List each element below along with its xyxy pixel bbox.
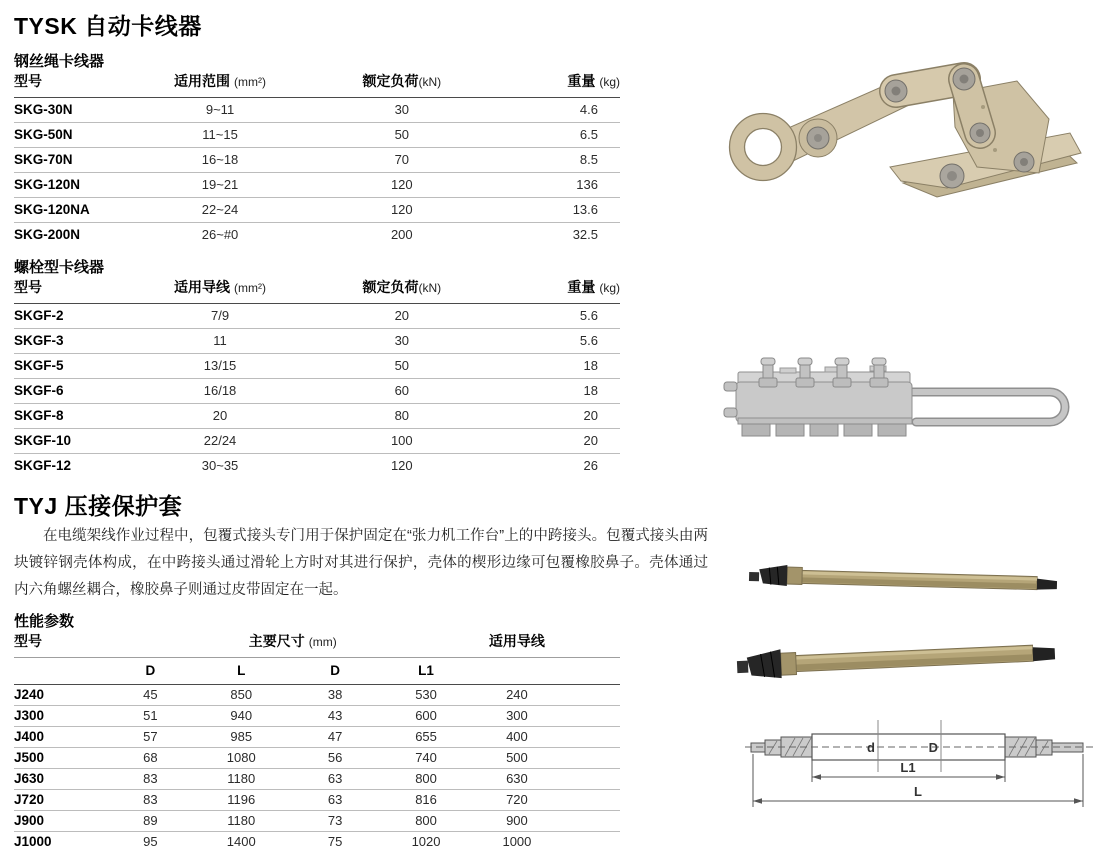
value-cell: 60	[305, 379, 499, 404]
value-cell: 83	[111, 790, 190, 811]
value-cell: 45	[111, 685, 190, 706]
col-header-load: 额定负荷(kN)	[305, 277, 499, 304]
value-cell: 600	[378, 706, 475, 727]
value-cell	[559, 748, 620, 769]
value-cell: 120	[305, 173, 499, 198]
col-header-model: 型号	[14, 631, 111, 658]
value-cell: 800	[378, 811, 475, 832]
value-cell	[559, 685, 620, 706]
value-cell: 57	[111, 727, 190, 748]
value-cell: 95	[143, 834, 158, 849]
value-cell: 400	[475, 727, 560, 748]
model-cell: SKG-120NA	[14, 198, 135, 223]
subcol-L1: L1	[378, 658, 475, 685]
col-header-model: 型号	[14, 277, 135, 304]
subsection-title-performance: 性能参数	[14, 613, 75, 630]
label-d: d	[867, 740, 875, 755]
model-cell: SKGF-12	[14, 458, 72, 473]
value-cell: 1400	[226, 834, 256, 849]
value-cell: 30	[305, 98, 499, 123]
sleeve-long	[736, 637, 1055, 680]
subcol-D2: D	[293, 658, 378, 685]
table-row	[14, 329, 620, 354]
dimension-L	[753, 754, 1083, 807]
value-cell: 51	[111, 706, 190, 727]
value-cell: 80	[305, 404, 499, 429]
col-header-spacer	[559, 631, 620, 658]
value-cell: 75	[327, 834, 343, 849]
section-title-tyj: TYJ 压接保护套	[14, 493, 183, 519]
value-cell	[559, 727, 620, 748]
value-cell: 740	[378, 748, 475, 769]
value-cell: 1196	[190, 790, 293, 811]
value-cell: 720	[475, 790, 560, 811]
col-header-weight: 重量 (kg)	[499, 71, 620, 98]
sleeve-dimension-drawing	[745, 710, 1095, 840]
value-cell: 47	[293, 727, 378, 748]
value-cell: 200	[390, 227, 413, 242]
value-cell: 4.6	[499, 98, 620, 123]
model-cell: J630	[14, 769, 111, 790]
model-cell: J400	[14, 727, 111, 748]
value-cell: 1020	[411, 834, 441, 849]
value-cell: 5.6	[499, 304, 620, 329]
model-cell: SKG-200N	[14, 227, 81, 242]
table-row	[14, 198, 620, 223]
model-cell: J1000	[14, 834, 52, 849]
value-cell: 530	[378, 685, 475, 706]
table-row	[14, 148, 620, 173]
table-row	[14, 748, 620, 769]
table-row	[14, 354, 620, 379]
value-cell: 500	[475, 748, 560, 769]
table-row	[14, 832, 620, 853]
label-L: L	[914, 784, 922, 799]
value-cell: 8.5	[499, 148, 620, 173]
value-cell	[559, 790, 620, 811]
sleeve-product-image	[735, 555, 1065, 705]
auto-grip-product-image	[715, 35, 1090, 240]
subcol-empty	[559, 658, 620, 685]
value-cell: 850	[190, 685, 293, 706]
table-row	[14, 98, 620, 123]
table-row	[14, 454, 620, 479]
value-cell: 900	[475, 811, 560, 832]
value-cell: 16/18	[135, 379, 305, 404]
table-row	[14, 404, 620, 429]
table-row	[14, 429, 620, 454]
value-cell: 18	[499, 354, 620, 379]
model-cell: SKG-30N	[14, 98, 135, 123]
sleeve-short	[749, 564, 1057, 593]
model-cell: SKGF-10	[14, 429, 135, 454]
model-cell: J240	[14, 685, 111, 706]
u-bail	[912, 392, 1065, 422]
value-cell: 20	[135, 404, 305, 429]
table-row	[14, 304, 620, 329]
value-cell: 20	[305, 304, 499, 329]
value-cell: 630	[475, 769, 560, 790]
value-cell: 13.6	[499, 198, 620, 223]
table-row	[14, 727, 620, 748]
value-cell: 120	[390, 458, 413, 473]
value-cell: 11	[135, 329, 305, 354]
value-cell	[559, 811, 620, 832]
table-row	[14, 769, 620, 790]
value-cell: 240	[475, 685, 560, 706]
value-cell: 13/15	[135, 354, 305, 379]
value-cell: 816	[378, 790, 475, 811]
subcol-empty	[475, 658, 560, 685]
table-header-row	[14, 71, 620, 98]
value-cell: 19~21	[135, 173, 305, 198]
table-row	[14, 790, 620, 811]
bolt-grip-product-image	[720, 352, 1100, 462]
table-row	[14, 173, 620, 198]
model-cell: SKGF-6	[14, 379, 135, 404]
value-cell: 1180	[190, 811, 293, 832]
table-row	[14, 811, 620, 832]
subcol-D1: D	[111, 658, 190, 685]
value-cell: 655	[378, 727, 475, 748]
value-cell: 1180	[190, 769, 293, 790]
model-cell: J900	[14, 811, 111, 832]
col-header-applicable-wire: 适用导线	[475, 631, 560, 658]
value-cell	[559, 706, 620, 727]
col-header-range: 适用范围 (mm²)	[135, 71, 305, 98]
subsection-title-wire-rope: 钢丝绳卡线器	[14, 53, 105, 70]
col-header-model: 型号	[14, 71, 135, 98]
value-cell: 26~#0	[201, 227, 239, 242]
bolt-grip-table	[14, 277, 620, 478]
subcol-empty	[14, 658, 111, 685]
value-cell: 50	[305, 354, 499, 379]
value-cell: 985	[190, 727, 293, 748]
value-cell: 800	[378, 769, 475, 790]
value-cell: 30	[305, 329, 499, 354]
value-cell	[559, 832, 620, 853]
model-cell: SKG-70N	[14, 148, 135, 173]
value-cell: 120	[305, 198, 499, 223]
value-cell: 18	[499, 379, 620, 404]
model-cell: SKG-120N	[14, 173, 135, 198]
table-row	[14, 706, 620, 727]
model-cell: SKG-50N	[14, 123, 135, 148]
pivot-boss	[799, 119, 837, 157]
table-row	[14, 223, 620, 248]
value-cell: 26	[583, 458, 598, 473]
section-title-tysk: TYSK 自动卡线器	[14, 13, 202, 39]
value-cell: 70	[305, 148, 499, 173]
model-cell: SKGF-5	[14, 354, 135, 379]
value-cell: 16~18	[135, 148, 305, 173]
value-cell: 11~15	[135, 123, 305, 148]
value-cell: 50	[305, 123, 499, 148]
model-cell: J300	[14, 706, 111, 727]
value-cell	[559, 769, 620, 790]
value-cell: 7/9	[135, 304, 305, 329]
value-cell: 22~24	[135, 198, 305, 223]
value-cell: 20	[499, 429, 620, 454]
value-cell: 73	[293, 811, 378, 832]
value-cell: 38	[293, 685, 378, 706]
table-row	[14, 123, 620, 148]
col-header-range: 适用导线 (mm²)	[135, 277, 305, 304]
performance-table	[14, 631, 620, 852]
eye-hook	[730, 114, 797, 181]
model-cell: SKGF-3	[14, 329, 135, 354]
table-header-row	[14, 631, 620, 658]
value-cell: 940	[190, 706, 293, 727]
value-cell: 300	[475, 706, 560, 727]
table-row	[14, 685, 620, 706]
subsection-title-bolt-grip: 螺栓型卡线器	[14, 259, 105, 276]
value-cell: 30~35	[201, 458, 239, 473]
value-cell: 1080	[190, 748, 293, 769]
model-cell: J500	[14, 748, 111, 769]
value-cell: 83	[111, 769, 190, 790]
value-cell: 63	[293, 790, 378, 811]
value-cell: 20	[499, 404, 620, 429]
tyj-description: 在电缆架线作业过程中，包覆式接头专门用于保护固定在“张力机工作台”上的中跨接头。包覆式接头由两块镀锌钢壳体构成，在中跨接头通过滑轮上方时对其进行保护，壳体的楔形边缘可包覆橡胶鼻子。壳体通过内六角螺丝耦合，橡胶鼻子则通过皮带固定在一起。	[14, 528, 708, 598]
col-header-load: 额定负荷(kN)	[305, 71, 499, 98]
value-cell: 136	[499, 173, 620, 198]
value-cell: 68	[111, 748, 190, 769]
col-header-main-dimensions: 主要尺寸 (mm)	[111, 631, 475, 658]
value-cell: 22/24	[135, 429, 305, 454]
value-cell: 6.5	[499, 123, 620, 148]
value-cell: 9~11	[135, 98, 305, 123]
value-cell: 63	[293, 769, 378, 790]
value-cell: 5.6	[499, 329, 620, 354]
model-cell: J720	[14, 790, 111, 811]
value-cell: 1000	[502, 834, 532, 849]
model-cell: SKGF-8	[14, 404, 135, 429]
value-cell: 32.5	[572, 227, 598, 242]
table-subheader-row	[14, 658, 620, 685]
wire-rope-grip-table	[14, 71, 620, 247]
value-cell: 100	[305, 429, 499, 454]
subcol-L: L	[190, 658, 293, 685]
label-D: D	[928, 740, 938, 755]
col-header-weight: 重量 (kg)	[499, 277, 620, 304]
value-cell: 43	[293, 706, 378, 727]
model-cell: SKGF-2	[14, 304, 135, 329]
table-header-row	[14, 277, 620, 304]
value-cell: 89	[111, 811, 190, 832]
table-row	[14, 379, 620, 404]
label-L1: L1	[900, 760, 916, 775]
value-cell: 56	[293, 748, 378, 769]
